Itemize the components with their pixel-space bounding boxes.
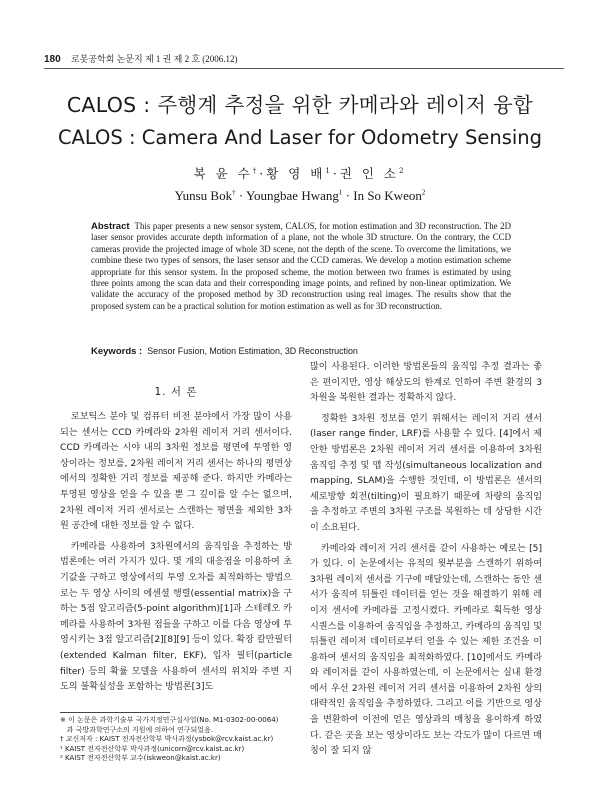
right-column — [310, 360, 542, 765]
keywords — [91, 346, 511, 357]
author-name: 복 윤 수 — [193, 166, 253, 181]
author-separator: · — [332, 166, 340, 181]
author-name: 권 인 소 — [339, 166, 400, 181]
body-paragraph: 로보틱스 분야 및 컴퓨터 비전 분야에서 가장 많이 사용되는 센서는 CCD 카메라와 2차원 레이저 거리 센서이다. CCD 카메라는 시야 내의 3차원 정보를 평면에 투영한 영상이라는 정보를, 2차원 레이저 거리 센서는 하나의 평면상에서의 정확한 거리 정보를 제공해 준다. 하지만 카메라는 투영된 영상을 얻을 수 있을 뿐 그 깊이를 알 수는 없으며, 2차원 레이저 거리 센서로는 스캔하는 평면을 제외한 3차원 공간에 대한 정보를 알 수 없다. — [60, 412, 292, 532]
running-header — [44, 52, 564, 65]
author-mark: 1 — [325, 166, 333, 175]
abstract-label: Abstract — [91, 221, 130, 232]
journal-name: 로봇공학회 논문지 제 1 권 제 2 호 (2006.12) — [70, 54, 238, 64]
keywords-label: Keywords : — [91, 346, 143, 357]
footnote: ※ 이 논문은 과학기술부 국가지정연구실사업(No. M1-0302-00-0064) — [60, 716, 279, 724]
author-separator: · — [342, 188, 354, 203]
author-mark: † — [232, 188, 236, 197]
author-name: Yunsu Bok — [174, 188, 233, 203]
authors-english — [0, 188, 600, 204]
author-mark: 2 — [421, 188, 426, 197]
title-english: CALOS : Camera And Laser for Odometry Sensing — [57, 126, 543, 149]
body-paragraph: 정확한 3차원 정보를 얻기 위해서는 레이저 거리 센서(laser range finder, LRF)를 사용할 수 있다. [4]에서 제안한 방법론은 2차원 레이저 거리 센서를 이용하여 3차원 움직임 추정 및 맵 작성(simultaneous localization and mapping, SLAM)을 수행한 것인데, 이 방법론은 센서의 세로방향 회전(tilting)이 필요하기 때문에 차량의 움직임을 추정하고 주변의 3차원 구조를 복원하는 데 상당한 시간이 소요된다. — [310, 413, 542, 533]
abstract-text: This paper presents a new sensor system, CALOS, for motion estimation and 3D reconstruction. The 2D laser sensor provides accurate depth information of a plane, not the whole 3D structure. On the contrary, the CCD cameras provide the projected image of whole 3D scene, not the depth of the scene. To overcome the limitations, we combine these two types of sensors, the laser sensor and the CCD cameras. We develop a motion estimation scheme appropriate for this sensor system. In the proposed scheme, the motion between two frames is estimated by using three points among the scan data and their corresponding image points, and refined by non-linear optimization. We validate the accuracy of the proposed method by 3D reconstruction using real images. The results show that the proposed system can be a practical solution for motion estimation as well as for 3D reconstruction. — [91, 221, 511, 311]
keywords-text: Sensor Fusion, Motion Estimation, 3D Reconstruction — [147, 346, 358, 356]
author-name: 황 영 배 — [266, 166, 326, 181]
author-separator: · — [259, 166, 267, 181]
footnote: ¹ KAIST 전자전산학부 박사과정(unicorn@rcv.kaist.ac.kr) — [60, 744, 245, 753]
body-paragraph: 카메라를 사용하여 3차원에서의 움직임을 추정하는 방법론에는 여러 가지가 있다. 몇 개의 대응점을 이용하여 초기값을 구하고 영상에서의 투영 오차를 최적화하는 방법으로는 두 영상 사이의 에센셜 행렬(essential matrix)을 구하는 5점 알고리즘(5-point algorithm)[1]과 스테레오 카메라를 사용하여 3차원 점들을 구하고 이를 다음 영상에 투영시키는 3점 알고리즘[2][8][9] 등이 있다. 확장 칼만필터(extended Kalman filter, EKF), 입자 필터(particle filter) 등의 확률 모델을 사용하여 센서의 위치와 주변 지도의 불확실성을 포함하는 방법론[3]도 — [60, 541, 292, 693]
authors-korean — [0, 164, 600, 182]
page-number: 180 — [44, 54, 61, 65]
footnotes — [60, 716, 295, 764]
body-paragraph: 카메라와 레이저 거리 센서를 같이 사용하는 예로는 [5]가 있다. 이 논문에서는 유적의 윗부분을 스캔하기 위하여 3차원 레이저 센서를 기구에 매달았는데, 스캔하는 동안 센서가 움직여 뒤틀린 데이터를 얻는 것을 해결하기 위해 레이저 센서에 카메라를 고정시켰다. 카메라로 획득한 영상 시퀀스를 이용하여 움직임을 추정하고, 카메라의 움직임 및 뒤틀린 레이저 데이터로부터 얻을 수 있는 제한 조건을 이용하여 센서의 움직임을 최적화하였다. [10]에서도 카메라와 레이저를 같이 사용하였는데, 이 논문에서는 실내 환경에서 우선 2차원 레이저 거리 센서를 이용하여 2차원 상의 대략적인 움직임을 추정하였다. 그리고 이를 기반으로 영상을 변환하여 이전에 얻은 영상과의 매칭을 용이하게 하였다. 같은 곳을 보는 영상이라도 보는 각도가 많이 다르면 매칭이 잘 되지 않 — [310, 543, 542, 757]
footnote: † 교신저자 : KAIST 전자전산학부 박사과정(ysbok@rcv.kaist.ac.kr) — [60, 735, 274, 744]
author-separator: · — [235, 188, 246, 203]
footnote-divider — [60, 712, 170, 713]
footnote: 과 국방과학연구소의 지원에 의하여 연구되었음. — [60, 725, 214, 734]
body-paragraph: 많이 사용된다. 이러한 방법론들의 움직임 추정 결과는 좋은 편이지만, 영상 해상도의 한계로 인하여 주변 환경의 3차원을 복원한 결과는 정확하지 않다. — [310, 362, 542, 404]
abstract — [91, 221, 511, 312]
title-korean: CALOS : 주행계 추정을 위한 카메라와 레이저 융합 — [66, 93, 534, 117]
author-mark: 2 — [399, 166, 407, 175]
header-divider — [44, 68, 564, 69]
author-name: Youngbae Hwang — [245, 188, 339, 203]
section-heading: 1. 서 론 — [154, 386, 198, 398]
author-name: In So Kweon — [353, 188, 422, 203]
left-column — [60, 385, 292, 701]
footnote: ² KAIST 전자전산학부 교수(iskweon@kaist.ac.kr) — [60, 754, 221, 763]
author-mark: 1 — [338, 188, 343, 197]
author-mark: † — [252, 166, 260, 175]
